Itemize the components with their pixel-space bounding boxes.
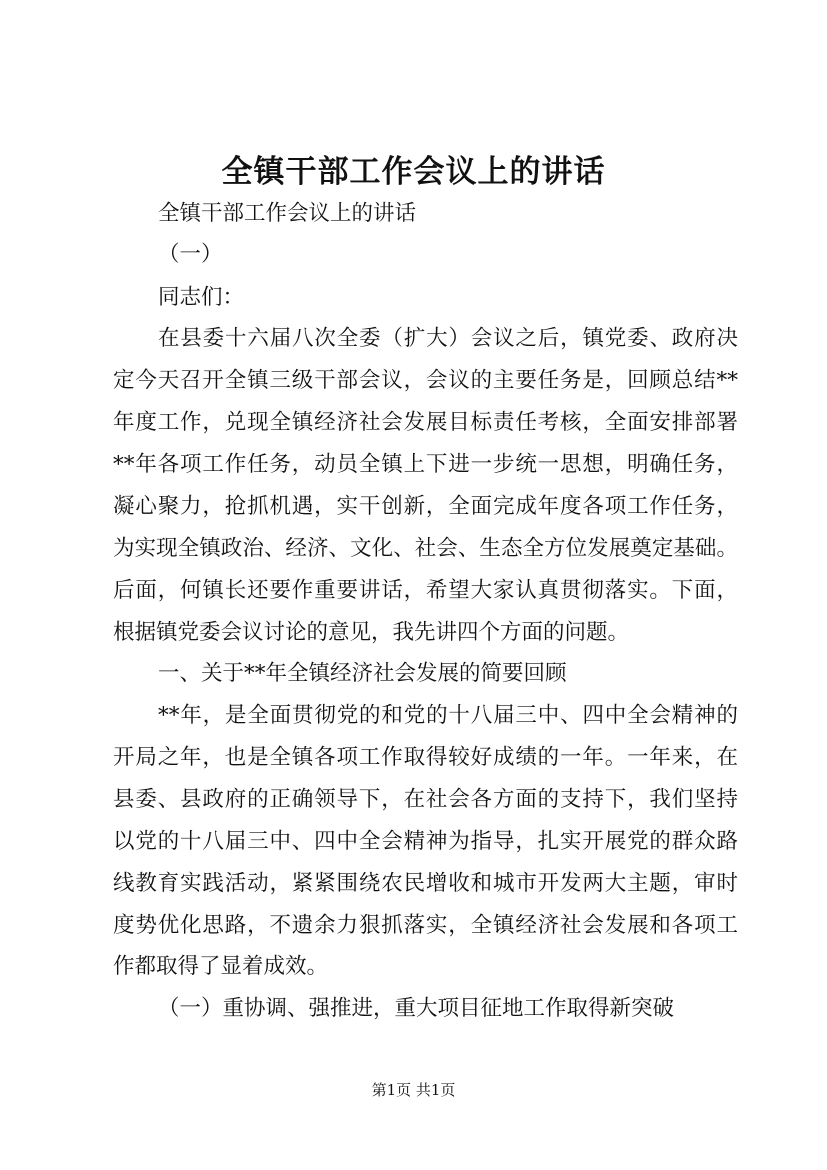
paragraph-line: 开局之年，也是全镇各项工作取得较好成绩的一年。一年来，在 — [113, 745, 738, 770]
paragraph-line: 凝心聚力，抢抓机遇，实干创新，全面完成年度各项工作任务， — [113, 494, 738, 519]
paragraph-line: **年，是全面贯彻党的和党的十八届三中、四中全会精神的 — [158, 703, 738, 728]
section-heading: 一、关于**年全镇经济社会发展的简要回顾 — [158, 661, 567, 686]
paragraph-line: 在县委十六届八次全委（扩大）会议之后，镇党委、政府决 — [158, 326, 738, 351]
salutation: 同志们： — [158, 285, 245, 310]
paragraph-line: 以党的十八届三中、四中全会精神为指导，扎实开展党的群众路 — [113, 829, 738, 854]
document-title: 全镇干部工作会议上的讲话 — [221, 154, 606, 190]
paragraph-line: 为实现全镇政治、经济、文化、社会、生态全方位发展奠定基础。 — [113, 536, 738, 561]
page-footer: 第1页 共1页 — [371, 1081, 456, 1099]
paragraph-line: 后面，何镇长还要作重要讲话，希望大家认真贯彻落实。下面， — [113, 578, 738, 603]
paragraph-line: **年各项工作任务，动员全镇上下进一步统一思想，明确任务， — [113, 452, 738, 477]
paragraph-line: 线教育实践活动，紧紧围绕农民增收和城市开发两大主题，审时 — [113, 871, 738, 896]
paragraph-line: 作都取得了显着成效。 — [113, 954, 329, 979]
paragraph-line: 年度工作，兑现全镇经济社会发展目标责任考核，全面安排部署 — [113, 410, 738, 435]
paragraph-line: 根据镇党委会议讨论的意见，我先讲四个方面的问题。 — [113, 620, 630, 645]
paragraph-line: 县委、县政府的正确领导下，在社会各方面的支持下，我们坚持 — [113, 787, 738, 812]
subsection-heading: （一）重协调、强推进，重大项目征地工作取得新突破 — [158, 996, 675, 1021]
paragraph-line: 度势优化思路，不遗余力狠抓落实，全镇经济社会发展和各项工 — [113, 913, 738, 938]
subtitle-line: 全镇干部工作会议上的讲话 — [158, 201, 417, 226]
paragraph-line: 定今天召开全镇三级干部会议，会议的主要任务是，回顾总结** — [113, 368, 738, 393]
section-marker: （一） — [158, 242, 223, 267]
